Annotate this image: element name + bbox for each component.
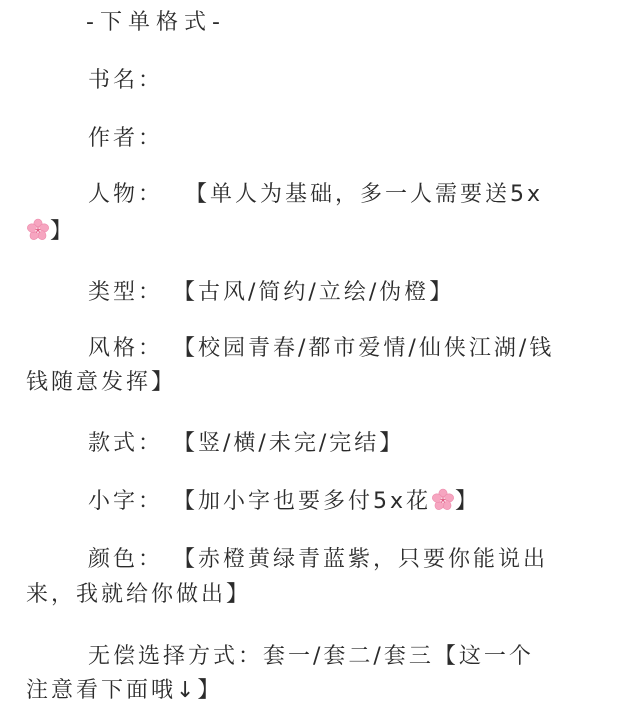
small-text-value: 【加小字也要多付5x花 bbox=[173, 489, 432, 514]
format-row bbox=[88, 433, 404, 455]
style-row bbox=[88, 338, 554, 360]
cherry-blossom-icon bbox=[431, 488, 455, 512]
type-label: 类型： bbox=[88, 280, 164, 305]
cherry-blossom-icon bbox=[26, 218, 50, 242]
format-label: 款式： bbox=[88, 431, 164, 456]
book-name-label: 书名： bbox=[88, 68, 164, 93]
free-option-value-continued: 注意看下面哦↓】 bbox=[26, 678, 223, 703]
characters-row-continued bbox=[26, 218, 75, 243]
characters-row bbox=[88, 184, 543, 206]
color-value-continued: 来，我就给你做出】 bbox=[26, 582, 252, 607]
free-option-label: 无偿选择方式： bbox=[88, 644, 264, 669]
type-row bbox=[88, 282, 454, 304]
style-label: 风格： bbox=[88, 336, 164, 361]
free-option-row bbox=[88, 646, 534, 668]
format-value: 【竖/横/未完/完结】 bbox=[173, 431, 405, 456]
characters-value-end: 】 bbox=[50, 219, 76, 244]
small-text-value-end: 】 bbox=[455, 489, 481, 514]
page-title: -下单格式- bbox=[86, 10, 226, 35]
style-value-continued: 钱随意发挥】 bbox=[26, 370, 177, 395]
characters-value: 【单人为基础，多一人需要送5x bbox=[185, 182, 544, 207]
small-text-label: 小字： bbox=[88, 489, 164, 514]
color-label: 颜色： bbox=[88, 547, 164, 572]
characters-label: 人物： bbox=[88, 182, 164, 207]
author-label: 作者： bbox=[88, 126, 164, 151]
color-row bbox=[88, 549, 548, 571]
style-value: 【校园青春/都市爱情/仙侠江湖/钱 bbox=[173, 336, 555, 361]
color-value: 【赤橙黄绿青蓝紫，只要你能说出 bbox=[173, 547, 549, 572]
small-text-row bbox=[88, 488, 480, 513]
type-value: 【古风/简约/立绘/伪橙】 bbox=[173, 280, 455, 305]
free-option-value: 套一/套二/套三【这一个 bbox=[263, 644, 534, 669]
